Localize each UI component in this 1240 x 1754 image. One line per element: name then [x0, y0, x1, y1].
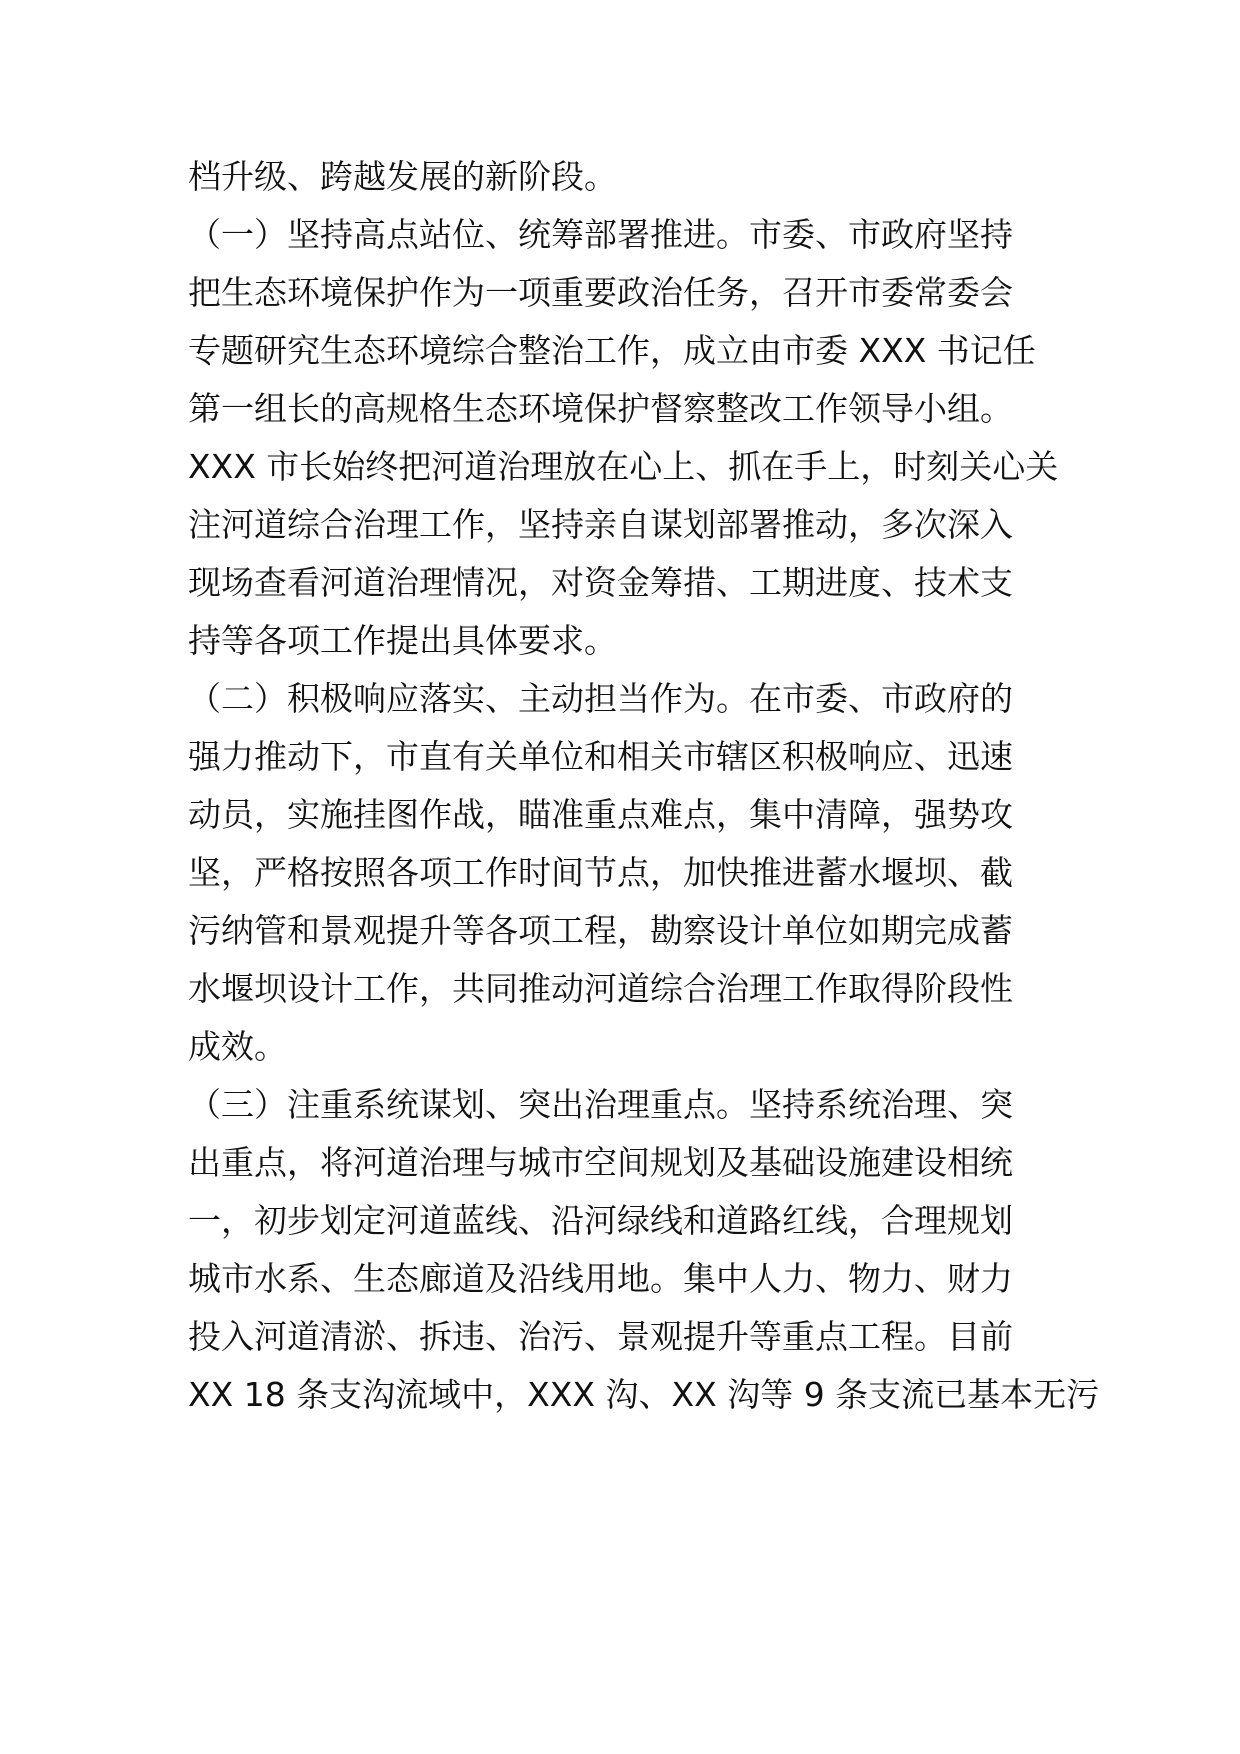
text-line: （二）积极响应落实、主动担当作为。在市委、市政府的 [188, 679, 1013, 718]
text-line: 第一组长的高规格生态环境保护督察整改工作领导小组。 [188, 389, 1013, 428]
text-line: 专题研究生态环境综合整治工作，成立由市委 XXX 书记任 [188, 331, 1036, 370]
text-line: 档升级、跨越发展的新阶段。 [188, 157, 617, 196]
text-line: 把生态环境保护作为一项重要政治任务，召开市委常委会 [188, 273, 1013, 312]
text-line: XXX 市长始终把河道治理放在心上、抓在手上，时刻关心关 [188, 447, 1059, 486]
text-line: （一）坚持高点站位、统筹部署推进。市委、市政府坚持 [188, 215, 1013, 254]
text-line: 成效。 [188, 1027, 287, 1066]
text-line: 注河道综合治理工作，坚持亲自谋划部署推动，多次深入 [188, 505, 1013, 544]
text-line: 现场查看河道治理情况，对资金筹措、工期进度、技术支 [188, 563, 1013, 602]
text-line: （三）注重系统谋划、突出治理重点。坚持系统治理、突 [188, 1085, 1013, 1124]
text-line: 坚，严格按照各项工作时间节点，加快推进蓄水堰坝、截 [188, 853, 1013, 892]
text-line: 污纳管和景观提升等各项工程，勘察设计单位如期完成蓄 [188, 911, 1013, 950]
text-line: 一，初步划定河道蓝线、沿河绿线和道路红线，合理规划 [188, 1201, 1013, 1240]
text-line: XX 18 条支沟流域中，XXX 沟、XX 沟等 9 条支流已基本无污 [188, 1375, 1100, 1414]
text-line: 城市水系、生态廊道及沿线用地。集中人力、物力、财力 [188, 1259, 1013, 1298]
text-line: 强力推动下，市直有关单位和相关市辖区积极响应、迅速 [188, 737, 1013, 776]
text-line: 出重点，将河道治理与城市空间规划及基础设施建设相统 [188, 1143, 1013, 1182]
text-line: 投入河道清淤、拆违、治污、景观提升等重点工程。目前 [188, 1317, 1013, 1356]
text-line: 持等各项工作提出具体要求。 [188, 621, 617, 660]
text-line: 动员，实施挂图作战，瞄准重点难点，集中清障，强势攻 [188, 795, 1013, 834]
text-line: 水堰坝设计工作，共同推动河道综合治理工作取得阶段性 [188, 969, 1013, 1008]
